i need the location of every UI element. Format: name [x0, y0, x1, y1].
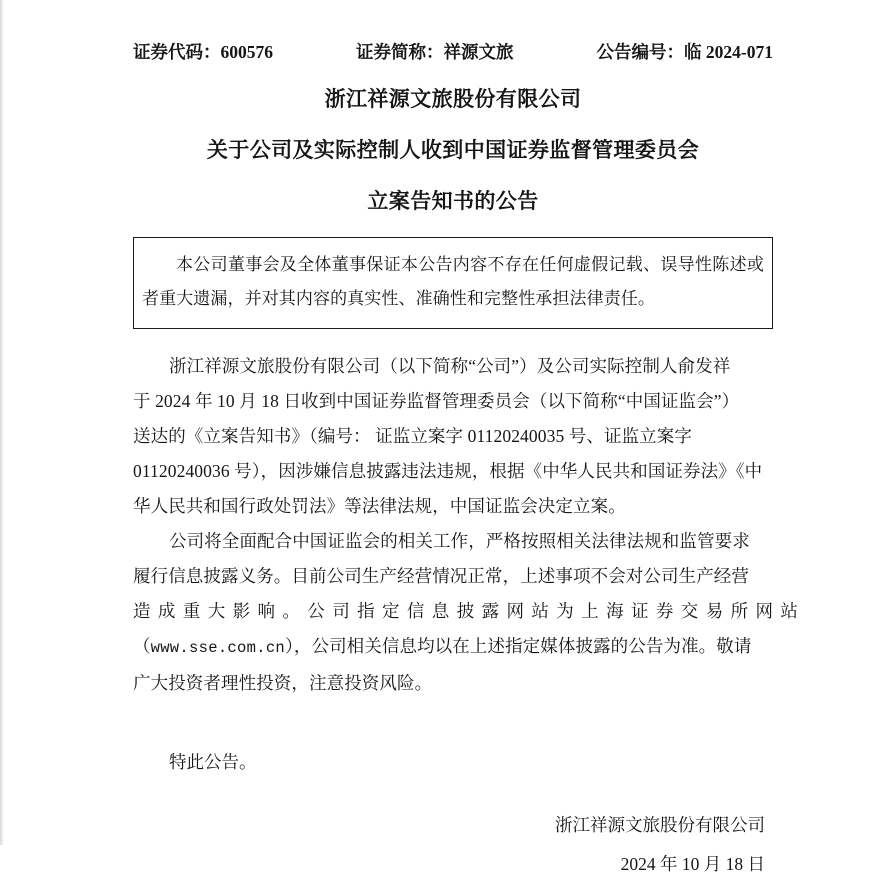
security-name-label: 证券简称： [356, 42, 444, 62]
sse-website-url: www.sse.com.cn [150, 639, 286, 657]
security-name-value: 祥源文旅 [443, 42, 514, 62]
paragraph-2-line-5: 广大投资者理性投资，注意投资风险。 [133, 673, 433, 693]
paragraph-2-line-2: 履行信息披露义务。目前公司生产经营情况正常，上述事项不会对公司生产经营 [133, 566, 749, 586]
security-name [356, 39, 514, 64]
paragraph-1 [133, 349, 773, 524]
announcement-number-label: 公告编号： [596, 42, 685, 62]
security-code-label: 证券代码： [133, 42, 221, 62]
announcement-number [597, 39, 773, 64]
paragraph-2-line-4 [133, 629, 773, 666]
security-code-value: 600576 [220, 42, 273, 62]
security-code [133, 39, 273, 64]
paragraph-1-line-5: 华人民共和国行政处罚法》等法律法规，中国证监会决定立案。 [133, 496, 626, 516]
paragraph-2-line-4-prefix: （ [133, 636, 151, 656]
page-title-line-2: 立案告知书的公告 [367, 189, 539, 213]
paragraph-2-line-3: 造成重大影响。公司指定信息披露网站为上海证券交易所网站 [133, 601, 806, 621]
page-title-line-1: 关于公司及实际控制人收到中国证券监督管理委员会 [206, 138, 700, 162]
disclaimer-box [133, 237, 773, 329]
paragraph-2-line-1: 公司将全面配合中国证监会的相关工作，严格按照相关法律法规和监管要求 [169, 531, 750, 551]
paragraph-1-line-4: 01120240036 号），因涉嫌信息披露违法违规，根据《中华人民共和国证券法》《中 [133, 461, 763, 481]
paragraph-2-line-4-suffix: ），公司相关信息均以在上述指定媒体披露的公告为准。敬请 [285, 636, 752, 656]
signature-company: 浙江祥源文旅股份有限公司 [555, 815, 765, 835]
document-content [133, 0, 806, 882]
document-body [133, 349, 806, 882]
paragraph-1-line-3: 送达的《立案告知书》（编号： 证监立案字 01120240035 号、证监立案字 [133, 426, 692, 446]
page-title-company: 浙江祥源文旅股份有限公司 [324, 87, 582, 111]
announcement-number-value: 临 2024-071 [684, 42, 773, 62]
disclaimer-text: 本公司董事会及全体董事保证本公告内容不存在任何虚假记载、误导性陈述或者重大遗漏，并对其内容的真实性、准确性和完整性承担法律责任。 [142, 255, 764, 308]
paragraph-1-line-2: 于 2024 年 10 月 18 日收到中国证券监督管理委员会（以下简称“中国证监会”） [133, 391, 740, 411]
paragraph-2 [133, 524, 806, 701]
signature-date: 2024 年 10 月 18 日 [620, 854, 765, 874]
closing-notice: 特此公告。 [169, 752, 257, 772]
paragraph-1-line-1: 浙江祥源文旅股份有限公司（以下简称“公司”）及公司实际控制人俞发祥 [169, 356, 731, 376]
document-header-row [133, 39, 773, 64]
